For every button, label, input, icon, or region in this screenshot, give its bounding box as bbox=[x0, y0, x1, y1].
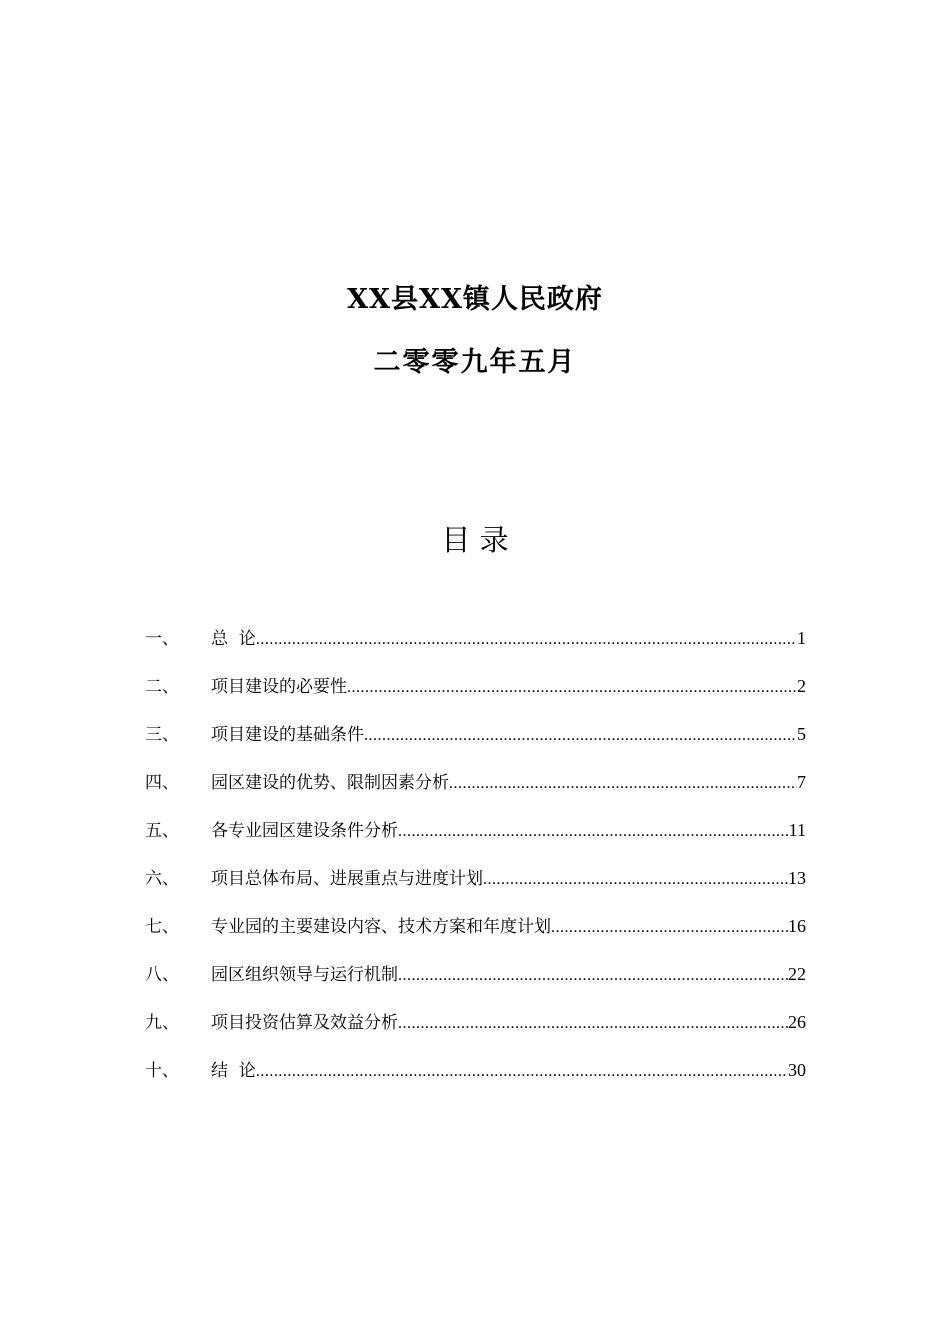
toc-entry-number: 十、 bbox=[145, 1061, 179, 1081]
toc-entry-page: 7 bbox=[797, 772, 806, 792]
toc-entry-number: 六、 bbox=[145, 869, 179, 889]
toc-entry-label: 项目建设的必要性 bbox=[211, 677, 347, 697]
toc-dot-leader bbox=[398, 960, 788, 992]
toc-entry-label: 项目建设的基础条件 bbox=[211, 725, 364, 745]
toc-entry[interactable] bbox=[145, 670, 806, 718]
toc-dot-leader bbox=[347, 672, 797, 704]
toc-entry-page: 22 bbox=[788, 964, 806, 984]
toc-dot-leader bbox=[398, 816, 789, 848]
table-of-contents bbox=[145, 622, 806, 1102]
toc-entry[interactable] bbox=[145, 718, 806, 766]
toc-entry-number: 三、 bbox=[145, 725, 179, 745]
toc-dot-leader bbox=[364, 720, 797, 752]
toc-dot-leader bbox=[398, 1008, 788, 1040]
toc-entry-page: 30 bbox=[788, 1060, 806, 1080]
toc-dot-leader bbox=[551, 912, 788, 944]
toc-entry[interactable] bbox=[145, 1006, 806, 1054]
toc-entry-number: 一、 bbox=[145, 629, 179, 649]
toc-entry-label: 园区组织领导与运行机制 bbox=[211, 965, 398, 985]
toc-entry-page: 5 bbox=[797, 724, 806, 744]
toc-entry[interactable] bbox=[145, 910, 806, 958]
toc-entry-number: 九、 bbox=[145, 1013, 179, 1033]
toc-entry-label: 园区建设的优势、限制因素分析 bbox=[211, 773, 449, 793]
issuer-name: XX县XX镇人民政府 bbox=[347, 284, 603, 315]
toc-entry-number: 八、 bbox=[145, 965, 179, 985]
toc-entry-label: 各专业园区建设条件分析 bbox=[211, 821, 398, 841]
toc-entry-page: 26 bbox=[788, 1012, 806, 1032]
toc-entry[interactable] bbox=[145, 814, 806, 862]
toc-title: 目 录 bbox=[441, 523, 509, 557]
toc-dot-leader bbox=[449, 768, 797, 800]
toc-entry[interactable] bbox=[145, 1054, 806, 1102]
toc-entry-label: 项目投资估算及效益分析 bbox=[211, 1013, 398, 1033]
toc-entry[interactable] bbox=[145, 622, 806, 670]
toc-entry-number: 五、 bbox=[145, 821, 179, 841]
toc-entry-label: 结 论 bbox=[211, 1061, 256, 1081]
toc-entry[interactable] bbox=[145, 862, 806, 910]
toc-entry-page: 2 bbox=[797, 676, 806, 696]
toc-entry[interactable] bbox=[145, 958, 806, 1006]
toc-entry-number: 七、 bbox=[145, 917, 179, 937]
toc-entry-number: 二、 bbox=[145, 677, 179, 697]
toc-dot-leader bbox=[256, 1056, 788, 1088]
toc-entry-page: 1 bbox=[797, 628, 806, 648]
toc-entry-page: 11 bbox=[788, 820, 806, 840]
issue-date: 二零零九年五月 bbox=[373, 347, 577, 378]
toc-entry-page: 16 bbox=[788, 916, 806, 936]
toc-dot-leader bbox=[483, 864, 788, 896]
toc-entry-number: 四、 bbox=[145, 773, 179, 793]
toc-entry-label: 项目总体布局、进展重点与进度计划 bbox=[211, 869, 483, 889]
toc-entry-label: 专业园的主要建设内容、技术方案和年度计划 bbox=[211, 917, 551, 937]
toc-entry[interactable] bbox=[145, 766, 806, 814]
toc-entry-page: 13 bbox=[788, 868, 806, 888]
toc-entry-label: 总 论 bbox=[211, 629, 256, 649]
toc-dot-leader bbox=[256, 624, 797, 656]
